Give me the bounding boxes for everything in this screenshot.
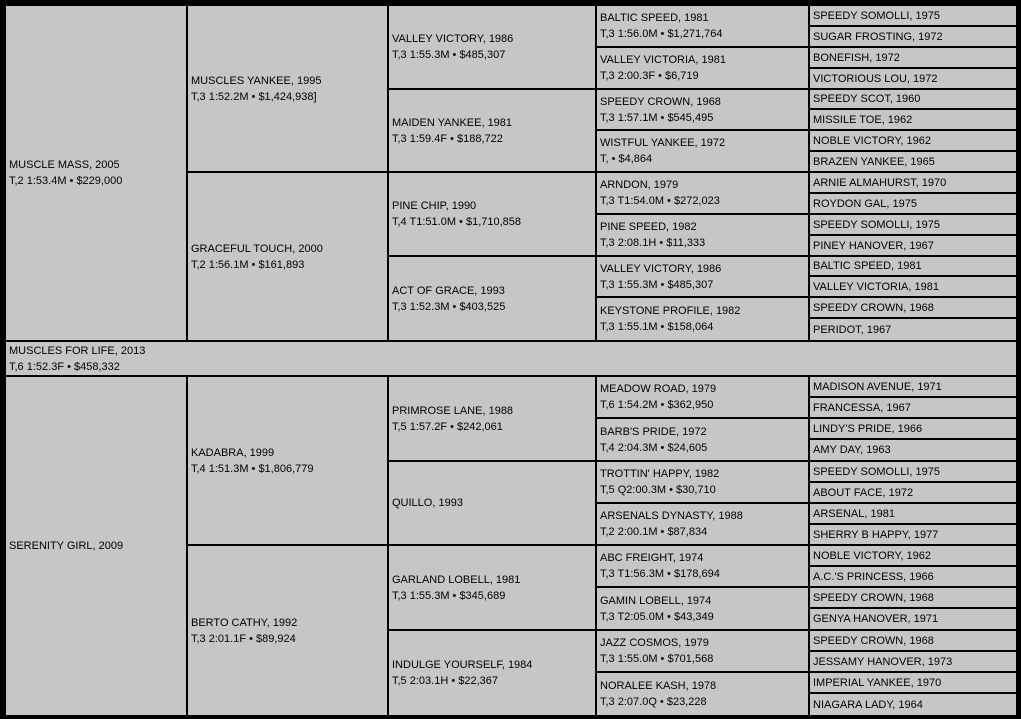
gen5-cell-content <box>813 196 917 212</box>
horse-name: PERIDOT, 1967 <box>813 323 892 336</box>
horse-name: NORALEE KASH, 1978 <box>600 680 717 692</box>
gen5-cell-content <box>813 71 938 87</box>
horse-name: PINE CHIP, 1990 <box>392 200 477 212</box>
gen5-cell <box>810 377 1016 396</box>
horse-name: AMY DAY, 1963 <box>813 444 891 456</box>
horse-name: GARLAND LOBELL, 1981 <box>392 573 521 586</box>
horse-name: BALTIC SPEED, 1981 <box>813 260 922 272</box>
horse-name: ABOUT FACE, 1972 <box>813 486 914 499</box>
gen5-cell <box>810 131 1016 150</box>
horse-stats: T,4 1:51.3M • $1,806,779 <box>191 462 314 475</box>
horse-name: MISSILE TOE, 1962 <box>813 113 913 126</box>
horse-stats: T,3 T1:56.3M • $178,694 <box>600 568 720 580</box>
gen3-cell-content <box>392 495 463 511</box>
dam-cell <box>6 377 186 715</box>
horse-name: VALLEY VICTORIA, 1981 <box>600 54 726 66</box>
gen5-cell-content <box>813 590 934 606</box>
gen4-cell-content <box>600 94 721 126</box>
horse-name: SUGAR FROSTING, 1972 <box>813 30 943 43</box>
gen4-cell-content <box>600 593 714 625</box>
horse-name: NOBLE VICTORY, 1962 <box>813 549 932 562</box>
gen5-cell <box>810 588 1016 607</box>
gen5-cell <box>810 462 1016 481</box>
horse-name: NOBLE VICTORY, 1962 <box>813 134 932 147</box>
horse-name: NIAGARA LADY, 1964 <box>813 698 923 711</box>
gen5-cell <box>810 110 1016 129</box>
gen5-cell <box>810 236 1016 255</box>
gen4-cell <box>597 6 808 46</box>
gen3-cell <box>389 173 595 255</box>
horse-name: VALLEY VICTORY, 1986 <box>600 262 722 275</box>
horse-name: SPEEDY CROWN, 1968 <box>600 95 721 108</box>
horse-name: MUSCLE MASS, 2005 <box>9 159 120 171</box>
horse-name: VALLEY VICTORY, 1986 <box>392 33 514 45</box>
horse-name: BALTIC SPEED, 1981 <box>600 12 709 24</box>
gen5-cell-content <box>813 548 931 564</box>
gen4-cell <box>597 504 808 544</box>
gen5-cell-content <box>813 322 891 338</box>
horse-stats: T,5 Q2:00.3M • $30,710 <box>600 484 716 496</box>
gen5-cell <box>810 6 1016 25</box>
horse-stats: T,3 1:55.3M • $485,307 <box>600 278 714 291</box>
gen4-cell <box>597 588 808 629</box>
gen5-cell-content <box>813 569 934 585</box>
dam-cell-content <box>9 538 123 554</box>
gen5-cell-content <box>813 8 940 24</box>
gen4-cell <box>597 419 808 460</box>
gen4-cell-content <box>600 303 740 335</box>
gen4-cell-content <box>600 508 743 540</box>
horse-name: FRANCESSA, 1967 <box>813 401 911 414</box>
gen5-cell <box>810 567 1016 586</box>
horse-stats: T,5 1:57.2F • $242,061 <box>392 420 503 433</box>
gen3-cell-content <box>392 115 512 147</box>
horse-name: QUILLO, 1993 <box>392 497 463 509</box>
gen3-cell <box>389 631 595 715</box>
horse-stats: T,3 1:55.3M • $345,689 <box>392 589 506 602</box>
horse-name: ACT OF GRACE, 1993 <box>392 284 505 297</box>
gen4-cell <box>597 215 808 255</box>
gen4-cell-content <box>600 10 723 42</box>
gen3-cell <box>389 377 595 460</box>
horse-name: MADISON AVENUE, 1971 <box>813 380 942 393</box>
gen4-cell-content <box>600 261 721 293</box>
gen2-cell <box>188 377 387 544</box>
gen5-cell-content <box>813 506 895 522</box>
horse-stats: T,2 1:56.1M • $161,893 <box>191 258 305 271</box>
gen5-cell-content <box>813 238 934 254</box>
gen4-cell-content <box>600 135 725 167</box>
gen3-cell-content <box>392 198 521 230</box>
horse-name: IMPERIAL YANKEE, 1970 <box>813 676 942 689</box>
gen4-cell <box>597 377 808 417</box>
gen5-cell <box>810 398 1016 417</box>
horse-stats: T,3 T2:05.0M • $43,349 <box>600 610 714 623</box>
gen5-cell-content <box>813 464 940 480</box>
horse-name: KADABRA, 1999 <box>191 446 275 459</box>
gen4-cell-content <box>600 550 720 582</box>
horse-name: WISTFUL YANKEE, 1972 <box>600 137 726 149</box>
gen3-cell-content <box>392 657 532 689</box>
gen4-cell-content <box>600 177 720 209</box>
horse-stats: T,3 1:59.4F • $188,722 <box>392 132 503 145</box>
gen5-cell-content <box>813 50 900 66</box>
horse-stats: T, • $4,864 <box>600 153 653 165</box>
horse-name: GRACEFUL TOUCH, 2000 <box>191 242 323 255</box>
horse-name: BONEFISH, 1972 <box>813 51 900 64</box>
gen5-cell <box>810 504 1016 523</box>
gen4-cell <box>597 90 808 129</box>
horse-stats: T,2 1:53.4M • $229,000 <box>9 175 123 187</box>
gen4-cell <box>597 462 808 502</box>
gen5-cell <box>810 673 1016 692</box>
horse-name: MUSCLES FOR LIFE, 2013 <box>9 344 146 357</box>
horse-name: GAMIN LOBELL, 1974 <box>600 594 712 607</box>
gen3-cell-content <box>392 403 513 435</box>
horse-stats: T,3 1:52.2M • $1,424,938] <box>191 90 317 103</box>
horse-name: JAZZ COSMOS, 1979 <box>600 637 709 649</box>
horse-stats: T,6 1:52.3F • $458,332 <box>9 360 120 373</box>
horse-stats: T,2 2:00.1M • $87,834 <box>600 526 708 538</box>
horse-name: A.C.'S PRINCESS, 1966 <box>813 570 934 583</box>
gen5-cell-content <box>813 442 891 458</box>
horse-name: BRAZEN YANKEE, 1965 <box>813 155 935 168</box>
gen4-cell-content <box>600 424 707 456</box>
gen5-cell <box>810 419 1016 438</box>
horse-name: SPEEDY CROWN, 1968 <box>813 591 934 604</box>
horse-name: SPEEDY SCOT, 1960 <box>813 93 921 105</box>
horse-stats: T,3 1:55.1M • $158,064 <box>600 321 714 333</box>
horse-name: ARNIE ALMAHURST, 1970 <box>813 176 947 189</box>
horse-stats: T,3 T1:54.0M • $272,023 <box>600 195 720 207</box>
gen5-cell <box>810 194 1016 213</box>
gen5-cell <box>810 319 1016 340</box>
gen4-cell <box>597 48 808 88</box>
gen5-cell-content <box>813 91 920 107</box>
gen4-cell-content <box>600 678 716 710</box>
gen4-cell <box>597 298 808 340</box>
horse-name: PINEY HANOVER, 1967 <box>813 239 934 252</box>
gen2-cell-content <box>191 445 314 477</box>
horse-name: SERENITY GIRL, 2009 <box>9 540 124 552</box>
gen3-cell <box>389 6 595 88</box>
gen5-cell <box>810 609 1016 629</box>
gen5-cell-content <box>813 654 952 670</box>
horse-name: INDULGE YOURSELF, 1984 <box>392 659 533 671</box>
gen5-cell-content <box>813 421 922 437</box>
horse-name: SPEEDY CROWN, 1968 <box>813 301 934 314</box>
gen4-cell-content <box>600 381 716 413</box>
horse-stats: T,4 2:04.3M • $24,605 <box>600 441 708 454</box>
gen4-cell-content <box>600 219 705 251</box>
gen5-cell-content <box>813 697 923 713</box>
horse-stats: T,5 2:03.1H • $22,367 <box>392 675 498 687</box>
gen3-cell <box>389 462 595 544</box>
gen3-cell <box>389 546 595 629</box>
subject-horse-cell-content <box>9 343 145 375</box>
gen5-cell <box>810 298 1016 317</box>
gen5-cell <box>810 652 1016 671</box>
horse-name: JESSAMY HANOVER, 1973 <box>813 655 953 668</box>
gen5-cell-content <box>813 300 934 316</box>
horse-name: ROYDON GAL, 1975 <box>813 197 917 210</box>
horse-stats: T,3 1:55.3M • $485,307 <box>392 49 506 61</box>
horse-name: SPEEDY CROWN, 1968 <box>813 634 934 647</box>
gen5-cell <box>810 152 1016 171</box>
gen5-cell <box>810 215 1016 234</box>
gen4-cell <box>597 546 808 586</box>
gen2-cell-content <box>191 73 321 105</box>
horse-name: ABC FREIGHT, 1974 <box>600 552 704 564</box>
gen5-cell-content <box>813 175 946 191</box>
gen4-cell-content <box>600 635 713 667</box>
gen5-cell <box>810 69 1016 88</box>
gen5-cell <box>810 27 1016 46</box>
gen4-cell <box>597 173 808 213</box>
horse-stats: T,3 1:55.0M • $701,568 <box>600 653 714 665</box>
gen5-cell <box>810 694 1016 715</box>
horse-name: LINDY'S PRIDE, 1966 <box>813 422 923 435</box>
gen4-cell-content <box>600 52 726 84</box>
gen5-cell-content <box>813 379 942 395</box>
horse-stats: T,3 2:08.1H • $11,333 <box>600 237 706 249</box>
gen5-cell <box>810 483 1016 502</box>
gen2-cell <box>188 6 387 171</box>
horse-name: PINE SPEED, 1982 <box>600 221 697 233</box>
gen5-cell <box>810 440 1016 460</box>
horse-stats: T,3 2:00.3F • $6,719 <box>600 70 699 82</box>
horse-stats: T,3 1:56.0M • $1,271,764 <box>600 28 723 40</box>
gen4-cell <box>597 257 808 296</box>
horse-stats: T,3 2:01.1F • $89,924 <box>191 632 296 645</box>
horse-name: GENYA HANOVER, 1971 <box>813 613 939 625</box>
gen2-cell <box>188 546 387 715</box>
gen3-cell <box>389 257 595 340</box>
horse-name: ARNDON, 1979 <box>600 179 679 191</box>
gen5-cell <box>810 257 1016 275</box>
gen3-cell-content <box>392 283 505 315</box>
horse-name: VICTORIOUS LOU, 1972 <box>813 72 938 85</box>
sire-cell-content <box>9 157 122 189</box>
gen3-cell <box>389 90 595 171</box>
gen5-cell-content <box>813 485 913 501</box>
gen5-cell-content <box>813 400 911 416</box>
gen5-cell <box>810 631 1016 650</box>
gen3-cell-content <box>392 572 520 604</box>
gen5-cell <box>810 90 1016 108</box>
horse-stats: T,4 T1:51.0M • $1,710,858 <box>392 216 522 228</box>
gen2-cell <box>188 173 387 340</box>
horse-name: PRIMROSE LANE, 1988 <box>392 404 514 417</box>
horse-name: SPEEDY SOMOLLI, 1975 <box>813 218 940 231</box>
gen4-cell <box>597 673 808 715</box>
gen5-cell-content <box>813 217 940 233</box>
gen2-cell-content <box>191 615 297 647</box>
gen5-cell <box>810 277 1016 296</box>
gen5-cell-content <box>813 279 939 295</box>
gen4-cell-content <box>600 466 719 498</box>
horse-name: SPEEDY SOMOLLI, 1975 <box>813 9 940 22</box>
gen4-cell <box>597 131 808 171</box>
gen5-cell-content <box>813 527 938 543</box>
horse-stats: T,6 1:54.2M • $362,950 <box>600 399 714 411</box>
gen5-cell-content <box>813 675 941 691</box>
horse-name: KEYSTONE PROFILE, 1982 <box>600 305 741 317</box>
horse-name: ARSENAL, 1981 <box>813 507 895 520</box>
sire-cell <box>6 6 186 340</box>
horse-name: SPEEDY SOMOLLI, 1975 <box>813 465 940 478</box>
gen3-cell-content <box>392 31 513 63</box>
horse-name: BERTO CATHY, 1992 <box>191 616 298 629</box>
gen5-cell-content <box>813 29 943 45</box>
subject-horse-cell <box>6 342 1016 375</box>
horse-name: SHERRY B HAPPY, 1977 <box>813 528 939 541</box>
gen5-cell-content <box>813 258 922 274</box>
gen5-cell <box>810 546 1016 565</box>
horse-name: VALLEY VICTORIA, 1981 <box>813 280 939 293</box>
horse-name: BARB'S PRIDE, 1972 <box>600 425 707 438</box>
gen5-cell-content <box>813 611 938 627</box>
horse-name: TROTTIN' HAPPY, 1982 <box>600 468 720 480</box>
gen5-cell-content <box>813 633 934 649</box>
horse-name: MUSCLES YANKEE, 1995 <box>191 74 322 87</box>
horse-name: MAIDEN YANKEE, 1981 <box>392 116 513 129</box>
horse-stats: T,3 2:07.0Q • $23,228 <box>600 696 707 708</box>
horse-name: MEADOW ROAD, 1979 <box>600 383 717 395</box>
gen5-cell-content <box>813 154 935 170</box>
gen4-cell <box>597 631 808 671</box>
gen5-cell <box>810 173 1016 192</box>
gen5-cell-content <box>813 133 931 149</box>
gen5-cell <box>810 48 1016 67</box>
horse-stats: T,3 1:57.1M • $545,495 <box>600 111 714 124</box>
gen2-cell-content <box>191 241 323 273</box>
horse-stats: T,3 1:52.3M • $403,525 <box>392 300 506 313</box>
horse-name: ARSENALS DYNASTY, 1988 <box>600 510 743 522</box>
gen5-cell <box>810 525 1016 544</box>
gen5-cell-content <box>813 112 912 128</box>
